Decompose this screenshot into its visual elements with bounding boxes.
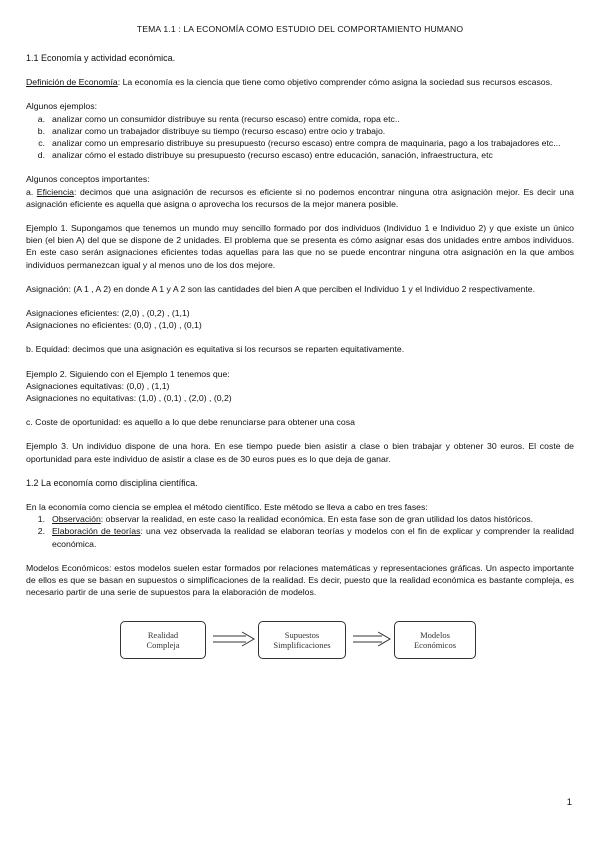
phase-text: : una vez observada la realidad se elaboran teorías y modelos con el fin de explicar y comprender la realidad económica. bbox=[52, 526, 575, 549]
section-heading-2: 1.2 La economía como disciplina científica. bbox=[26, 477, 198, 488]
equity-paragraph: b. Equidad: decimos que una asignación es equitativa si los recursos se reparten equitativamente. bbox=[26, 344, 405, 355]
concepts-heading: Algunos conceptos importantes: bbox=[26, 174, 150, 185]
diagram-box-models bbox=[394, 621, 476, 659]
list-item-text: analizar cómo el estado distribuye su presupuesto (recurso escaso) entre educación, sanación, infraestructura, etc bbox=[52, 150, 493, 161]
double-arrow-right-icon bbox=[352, 630, 392, 648]
list-marker: c. bbox=[38, 138, 45, 149]
page-number: 1 bbox=[566, 797, 572, 808]
examples-list bbox=[26, 113, 574, 162]
efficiency-paragraph bbox=[26, 186, 574, 210]
list-item bbox=[26, 137, 574, 149]
box-label: Modelos bbox=[420, 629, 450, 640]
box-label: Supuestos bbox=[284, 629, 320, 640]
efficiency-prefix: a. bbox=[26, 186, 37, 197]
list-item bbox=[26, 125, 574, 137]
list-item bbox=[26, 149, 574, 161]
method-intro: En la economía como ciencia se emplea el método científico. Este método se lleva a cabo en tres fases: bbox=[26, 502, 428, 513]
definition-text: : La economía es la ciencia que tiene como objetivo comprender cómo asigna la sociedad sus recursos escasos. bbox=[117, 77, 553, 88]
phase-term: Observación bbox=[52, 514, 101, 525]
list-item-text: analizar como un empresario distribuye su presupuesto (recurso escaso) entre compra de maquinaria, pago a los trabajadores etc... bbox=[52, 138, 561, 149]
phases-list bbox=[26, 513, 574, 550]
definition-paragraph bbox=[26, 76, 574, 88]
diagram-box-assumptions bbox=[258, 621, 346, 659]
list-item-text bbox=[52, 513, 574, 525]
example-3-paragraph: Ejemplo 3. Un individuo dispone de una hora. En ese tiempo puede bien asistir a clase o bien trabajar y obtener 30 euros. El coste de oportunidad para este individuo de asistir a clase es de 30 euros pues es lo que deja de ganar. bbox=[26, 441, 574, 464]
equitable-assignments: Asignaciones equitativas: (0,0) , (1,1) bbox=[26, 380, 170, 391]
list-marker: a. bbox=[37, 113, 45, 124]
page-title: TEMA 1.1 : LA ECONOMÍA COMO ESTUDIO DEL COMPORTAMIENTO HUMANO bbox=[136, 24, 464, 34]
box-label: Económicos bbox=[413, 639, 457, 650]
document-body bbox=[26, 52, 574, 669]
inefficient-assignments: Asignaciones no eficientes: (0,0) , (1,0) , (0,1) bbox=[26, 320, 202, 331]
efficiency-term: Eficiencia bbox=[36, 186, 74, 197]
example-1-paragraph: Ejemplo 1. Supongamos que tenemos un mundo muy sencillo formado por dos individuos (Individuo 1 e Individuo 2) y que existe un único bien (el bien A) del que se dispone de 2 unidades. El problema que se presenta es cómo asignar esas dos unidades entre ambos individuos. En este caso serán asignaciones eficientes todas aquellas para las que no se puede encontrar ninguna otra asignación en la que ambos individuos permanezcan igual y al menos uno de los dos mejore. bbox=[26, 223, 574, 270]
diagram-box-reality bbox=[120, 621, 206, 659]
opportunity-cost-paragraph: c. Coste de oportunidad: es aquello a lo que debe renunciarse para obtener una cosa bbox=[26, 417, 355, 428]
list-item bbox=[26, 113, 574, 125]
list-item-text: analizar como un consumidor distribuye su renta (recurso escaso) entre comida, ropa etc.. bbox=[52, 113, 400, 124]
list-marker: d. bbox=[37, 150, 45, 161]
models-paragraph: Modelos Económicos: estos modelos suelen estar formados por relaciones matemáticas y representaciones gráficas. Un aspecto importante de ellos es que se basan en supuestos o simplificaciones de la realidad. Es decir, puesto que la realidad económica es bastante compleja, es necesario partir de una serie de supuestos para la elaboración de modelos. bbox=[26, 562, 574, 598]
box-label: Realidad bbox=[147, 629, 179, 640]
models-flow-diagram bbox=[26, 611, 574, 669]
list-marker: b. bbox=[37, 125, 45, 136]
definition-term: Definición de Economía bbox=[26, 77, 118, 88]
list-item-text bbox=[52, 525, 574, 549]
box-label: Compleja bbox=[146, 639, 180, 650]
list-marker: 2. bbox=[37, 526, 45, 537]
double-arrow-right-icon bbox=[212, 630, 256, 648]
example-2-intro: Ejemplo 2. Siguiendo con el Ejemplo 1 tenemos que: bbox=[26, 368, 230, 379]
phase-term: Elaboración de teorías bbox=[52, 526, 141, 537]
efficiency-text: : decimos que una asignación de recursos es eficiente si no podemos encontrar ninguna otra asignación mejor. Es decir una asignación eficiente es aquella que asigna o aprovecha los recursos de la mejor manera posible. bbox=[26, 186, 574, 209]
box-label: Simplificaciones bbox=[273, 639, 331, 650]
section-heading-1: 1.1 Economía y actividad económica. bbox=[26, 53, 176, 63]
list-item bbox=[26, 525, 574, 549]
list-marker: 1. bbox=[37, 514, 45, 525]
efficient-assignments: Asignaciones eficientes: (2,0) , (0,2) , (1,1) bbox=[26, 308, 190, 319]
examples-heading: Algunos ejemplos: bbox=[26, 101, 97, 112]
inequitable-assignments: Asignaciones no equitativas: (1,0) , (0,1) , (2,0) , (0,2) bbox=[26, 393, 232, 404]
phase-text: : observar la realidad, en este caso la realidad económica. En esta fase son de gran utilidad los datos históricos. bbox=[100, 514, 533, 525]
assignment-paragraph: Asignación: (A 1 , A 2) en donde A 1 y A 2 son las cantidades del bien A que perciben el Individuo 1 y el Individuo 2 respectivamente. bbox=[26, 283, 536, 294]
list-item-text: analizar como un trabajador distribuye su tiempo (recurso escaso) entre ocio y trabajo. bbox=[52, 125, 386, 136]
list-item bbox=[26, 513, 574, 525]
